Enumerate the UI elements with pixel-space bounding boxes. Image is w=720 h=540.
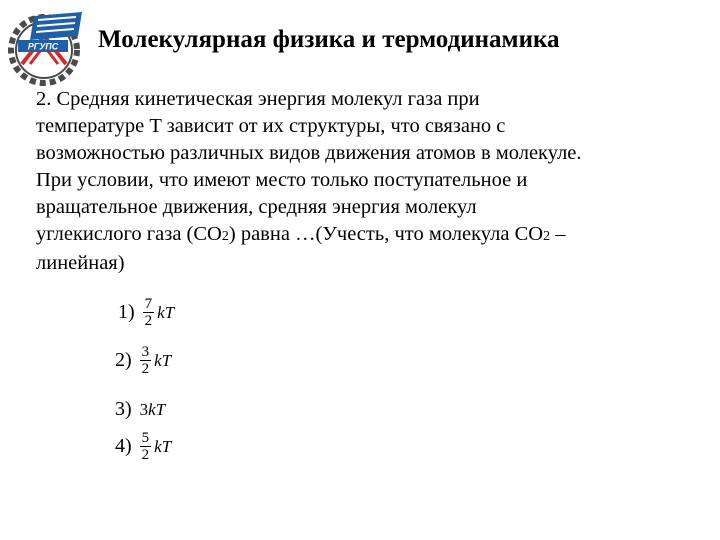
question-fragment: ) равна …(Учесть, что молекула CO (228, 223, 544, 245)
answer-number: 2) (115, 349, 132, 371)
question-fragment: – (550, 223, 566, 245)
question-line: возможностью различных видов движения атомов в молекуле. (36, 142, 582, 164)
answer-variable: kT (148, 399, 166, 419)
fraction (143, 296, 155, 329)
page-title: Молекулярная физика и термодинамика (98, 26, 560, 53)
fraction-numerator: 3 (141, 344, 150, 360)
answer-option-2[interactable] (115, 344, 171, 377)
question-fragment: углекислого газа (CO (36, 223, 222, 245)
fraction (140, 430, 152, 463)
question-line: линейная) (36, 252, 125, 274)
fraction-numerator: 5 (141, 430, 150, 446)
question-text (36, 86, 716, 277)
university-logo (4, 6, 88, 88)
fraction-numerator: 7 (144, 296, 153, 312)
subscript: 2 (221, 229, 229, 244)
question-line: При условии, что имеют место только поступательное и (36, 169, 528, 191)
question-line: вращательное движения, средняя энергия молекул (36, 196, 477, 218)
answer-variable: kT (157, 302, 175, 322)
subscript: 2 (543, 229, 551, 244)
answer-number: 3) (115, 398, 132, 420)
answer-variable: kT (154, 350, 172, 370)
answer-option-1[interactable] (118, 296, 174, 329)
answer-option-4[interactable] (115, 430, 171, 463)
question-line (36, 221, 716, 250)
fraction-denominator: 2 (144, 313, 153, 329)
answer-coefficient: 3 (139, 399, 149, 419)
question-line: 2. Средняя кинетическая энергия молекул газа при (36, 88, 480, 110)
fraction-denominator: 2 (141, 447, 150, 463)
question-line: температуре T зависит от их структуры, что связано с (36, 115, 506, 137)
answer-option-3[interactable] (115, 398, 165, 421)
answer-number: 1) (118, 301, 135, 323)
answer-number: 4) (115, 435, 132, 457)
answer-variable: kT (154, 436, 172, 456)
fraction (140, 344, 152, 377)
fraction-denominator: 2 (141, 361, 150, 377)
logo-text: РГУПС (27, 41, 59, 52)
